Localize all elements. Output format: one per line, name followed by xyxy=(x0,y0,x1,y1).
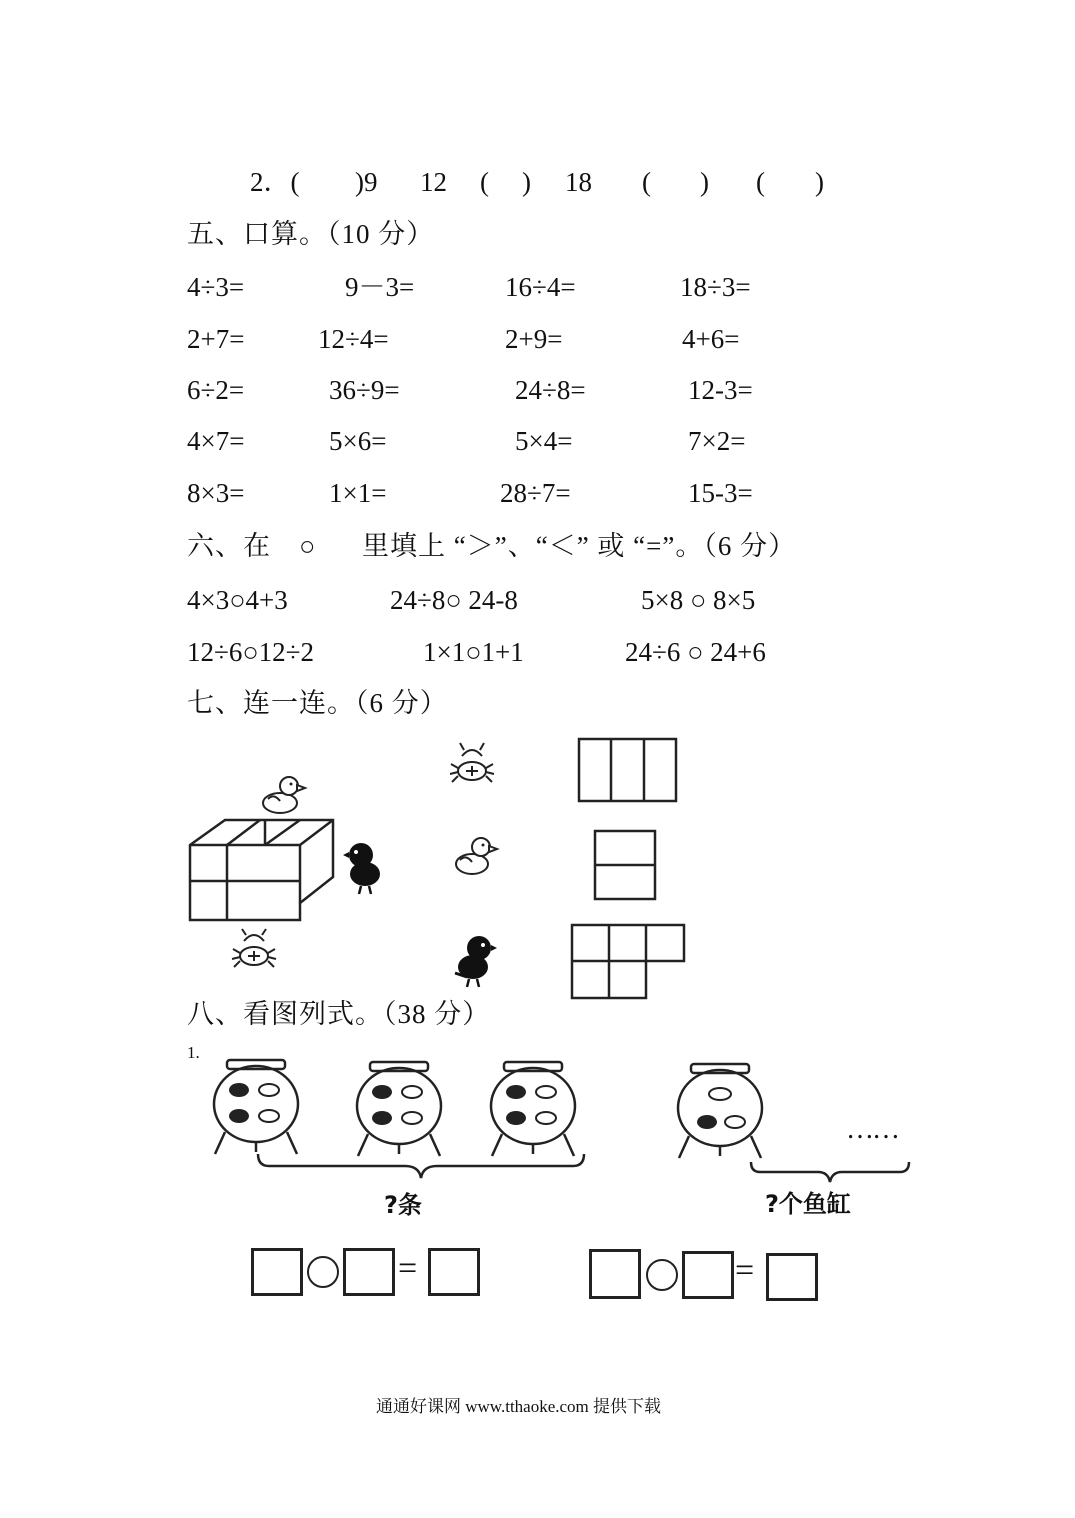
ellipsis: …… xyxy=(846,1114,898,1145)
problem-number: 1. xyxy=(187,1043,200,1062)
view-three-columns xyxy=(577,737,679,804)
compare-item: 12÷6○12÷2 xyxy=(187,637,314,667)
section-6-title-circle: ○ xyxy=(299,531,317,561)
seq-e: 18 xyxy=(565,167,592,197)
operator-circle[interactable] xyxy=(646,1259,678,1291)
black-chick-icon xyxy=(343,840,387,896)
calc-item: 2+9= xyxy=(505,324,563,354)
duck-icon xyxy=(258,773,308,817)
fishbowl-icon xyxy=(350,1060,450,1160)
cube-solid-figure xyxy=(185,815,340,925)
crab-icon xyxy=(230,925,278,971)
calc-item: 18÷3= xyxy=(680,272,751,302)
fishbowl-icon xyxy=(671,1062,771,1162)
calc-item: 5×4= xyxy=(515,426,573,456)
seq-c: ( xyxy=(480,167,489,197)
brace-right xyxy=(748,1160,912,1186)
calc-item: 6÷2= xyxy=(187,375,245,405)
view-two-rows xyxy=(593,829,657,902)
calc-item: 9－3= xyxy=(345,272,415,302)
caption-how-many-fish: ?条 xyxy=(384,1191,422,1219)
calc-item: 28÷7= xyxy=(500,478,571,508)
seq-label: 2．( xyxy=(250,167,300,197)
calc-item: 1×1= xyxy=(329,478,387,508)
calc-item: 16÷4= xyxy=(505,272,576,302)
section-5-title: 五、口算。（10 分） xyxy=(187,219,435,249)
view-l-shape xyxy=(570,923,688,1001)
compare-item: 4×3○4+3 xyxy=(187,585,288,615)
caption-how-many-bowls: ?个鱼缸 xyxy=(765,1190,851,1218)
equals-sign: = xyxy=(735,1252,755,1289)
calc-item: 2+7= xyxy=(187,324,245,354)
section-7-title: 七、连一连。（6 分） xyxy=(187,688,448,718)
seq-f: ( xyxy=(642,167,651,197)
seq-b: 12 xyxy=(420,167,447,197)
answer-box[interactable] xyxy=(251,1248,303,1296)
seq-i: ) xyxy=(815,167,824,197)
footer-text: 通通好课网 www.tthaoke.com 提供下载 xyxy=(376,1397,662,1416)
calc-item: 12÷4= xyxy=(318,324,389,354)
operator-circle[interactable] xyxy=(307,1256,339,1288)
calc-item: 8×3= xyxy=(187,478,245,508)
compare-item: 24÷8○ 24-8 xyxy=(390,585,518,615)
seq-a: )9 xyxy=(355,167,378,197)
calc-item: 4+6= xyxy=(682,324,740,354)
section-6-title-b: 里填上 “＞”、“＜” 或 “=”。（6 分） xyxy=(362,531,797,561)
answer-box[interactable] xyxy=(589,1249,641,1299)
calc-item: 24÷8= xyxy=(515,375,586,405)
section-8-title: 八、看图列式。（38 分） xyxy=(187,999,491,1029)
calc-item: 7×2= xyxy=(688,426,746,456)
compare-item: 24÷6 ○ 24+6 xyxy=(625,637,766,667)
answer-box[interactable] xyxy=(682,1251,734,1299)
calc-item: 4×7= xyxy=(187,426,245,456)
answer-box[interactable] xyxy=(766,1253,818,1301)
compare-item: 5×8 ○ 8×5 xyxy=(641,585,756,615)
calc-item: 15-3= xyxy=(688,478,753,508)
equals-sign: = xyxy=(398,1250,418,1287)
fishbowl-icon xyxy=(484,1060,584,1160)
answer-box[interactable] xyxy=(428,1248,480,1296)
crab-icon xyxy=(448,738,496,786)
seq-g: ) xyxy=(700,167,709,197)
calc-item: 5×6= xyxy=(329,426,387,456)
black-chick-icon xyxy=(453,933,497,989)
seq-d: ) xyxy=(522,167,531,197)
calc-item: 12-3= xyxy=(688,375,753,405)
duck-icon xyxy=(452,834,500,878)
section-6-title-a: 六、在 xyxy=(187,531,271,561)
seq-h: ( xyxy=(756,167,765,197)
compare-item: 1×1○1+1 xyxy=(423,637,524,667)
answer-box[interactable] xyxy=(343,1248,395,1296)
fishbowl-icon xyxy=(207,1058,307,1158)
calc-item: 36÷9= xyxy=(329,375,400,405)
calc-item: 4÷3= xyxy=(187,272,245,302)
brace-left xyxy=(255,1152,587,1182)
